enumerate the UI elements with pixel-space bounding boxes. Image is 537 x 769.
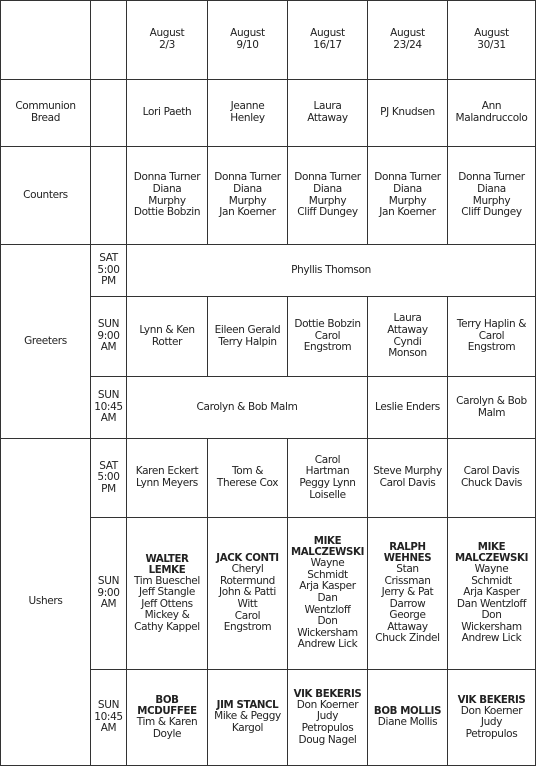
- role-label-greeters: Greeters: [1, 245, 91, 439]
- assignment-cell: Donna Turner Diana Murphy Jan Koerner: [368, 147, 448, 245]
- assignment-cell: Laura Attaway Cyndi Monson: [368, 297, 448, 377]
- assignment-cell: [288, 670, 368, 766]
- lead-usher: VIK BEKERIS: [457, 694, 526, 706]
- assignment-span-cell: Phyllis Thomson: [127, 245, 536, 297]
- time-label: SUN 10:45 AM: [91, 377, 127, 439]
- time-label: SAT 5:00 PM: [91, 439, 127, 518]
- usher-names: Stan Crissman Jerry & Pat Darrow George Attaway Chuck Zindel: [375, 562, 440, 645]
- assignment-cell: Lynn & Ken Rotter: [127, 297, 208, 377]
- assignment-cell: Donna Turner Diana Murphy Cliff Dungey: [288, 147, 368, 245]
- usher-names: Wayne Schmidt Arja Kasper Dan Wentzloff Don Wickersham Andrew Lick: [297, 557, 358, 651]
- lead-usher: JIM STANCL: [216, 700, 279, 712]
- date-header: August 30/31: [448, 1, 536, 80]
- lead-usher: WALTER LEMKE: [145, 553, 189, 576]
- assignment-cell: [208, 518, 288, 670]
- corner-time-cell: [91, 1, 127, 80]
- lead-usher: RALPH WEHNES: [383, 541, 432, 564]
- lead-usher: BOB MCDUFFEE: [137, 694, 197, 717]
- assignment-cell: [448, 670, 536, 766]
- assignment-cell: [288, 518, 368, 670]
- assignment-cell: Tom & Therese Cox: [208, 439, 288, 518]
- assignment-cell: Jeanne Henley: [208, 80, 288, 147]
- role-label-ushers: Ushers: [1, 439, 91, 766]
- usher-names: Cheryl Rotermund John & Patti Witt Carol Engstrom: [219, 563, 276, 634]
- date-header: August 23/24: [368, 1, 448, 80]
- assignment-cell: [127, 518, 208, 670]
- lead-usher: MIKE MALCZEWSKI: [290, 536, 365, 559]
- assignment-cell: Dottie Bobzin Carol Engstrom: [288, 297, 368, 377]
- assignment-cell: Carolyn & Bob Malm: [448, 377, 536, 439]
- greeters-sat-row: [1, 245, 536, 297]
- usher-names: Tim & Karen Doyle: [136, 715, 198, 740]
- ushers-sat-row: [1, 439, 536, 518]
- usher-names: Don Koerner Judy Petropulos Doug Nagel: [296, 698, 359, 746]
- communion-row: [1, 80, 536, 147]
- date-header: August 16/17: [288, 1, 368, 80]
- assignment-cell: Ann Malandruccolo: [448, 80, 536, 147]
- time-label: SUN 9:00 AM: [91, 297, 127, 377]
- assignment-cell: Leslie Enders: [368, 377, 448, 439]
- usher-names: Don Koerner Judy Petropulos: [460, 704, 523, 740]
- assignment-cell: [448, 518, 536, 670]
- assignment-cell: PJ Knudsen: [368, 80, 448, 147]
- time-label: SAT 5:00 PM: [91, 245, 127, 297]
- assignment-cell: Laura Attaway: [288, 80, 368, 147]
- time-label: SUN 10:45 AM: [91, 670, 127, 766]
- lead-usher: JACK CONTI: [216, 553, 279, 565]
- assignment-cell: Lori Paeth: [127, 80, 208, 147]
- usher-names: Mike & Peggy Kargol: [214, 710, 281, 734]
- assignment-cell: Eileen Gerald Terry Halpin: [208, 297, 288, 377]
- assignment-span-cell: Carolyn & Bob Malm: [127, 377, 368, 439]
- assignment-cell: Carol Hartman Peggy Lynn Loiselle: [288, 439, 368, 518]
- assignment-cell: [208, 670, 288, 766]
- assignment-cell: Donna Turner Diana Murphy Dottie Bobzin: [127, 147, 208, 245]
- assignment-cell: [368, 518, 448, 670]
- counters-row: [1, 147, 536, 245]
- usher-names: Tim Bueschel Jeff Stangle Jeff Ottens Mickey & Cathy Kappel: [134, 574, 200, 633]
- time-label: SUN 9:00 AM: [91, 518, 127, 670]
- lead-usher: MIKE MALCZEWSKI: [454, 541, 529, 564]
- assignment-cell: Carol Davis Chuck Davis: [448, 439, 536, 518]
- role-label-counters: Counters: [1, 147, 91, 245]
- role-label-communion: Communion Bread: [1, 80, 91, 147]
- assignment-cell: Donna Turner Diana Murphy Cliff Dungey: [448, 147, 536, 245]
- assignment-cell: [127, 670, 208, 766]
- assignment-cell: [368, 670, 448, 766]
- header-row: [1, 1, 536, 80]
- time-cell-empty: [91, 147, 127, 245]
- date-header: August 9/10: [208, 1, 288, 80]
- usher-names: Wayne Schmidt Arja Kasper Dan Wentzloff Don Wickersham Andrew Lick: [456, 562, 527, 645]
- assignment-cell: Karen Eckert Lynn Meyers: [127, 439, 208, 518]
- lead-usher: BOB MOLLIS: [373, 706, 442, 718]
- assignment-cell: Steve Murphy Carol Davis: [368, 439, 448, 518]
- date-header: August 2/3: [127, 1, 208, 80]
- assignment-cell: Terry Haplin & Carol Engstrom: [448, 297, 536, 377]
- time-cell-empty: [91, 80, 127, 147]
- lead-usher: VIK BEKERIS: [293, 688, 362, 700]
- usher-names: Diane Mollis: [377, 716, 438, 729]
- assignment-cell: Donna Turner Diana Murphy Jan Koerner: [208, 147, 288, 245]
- corner-cell: [1, 1, 91, 80]
